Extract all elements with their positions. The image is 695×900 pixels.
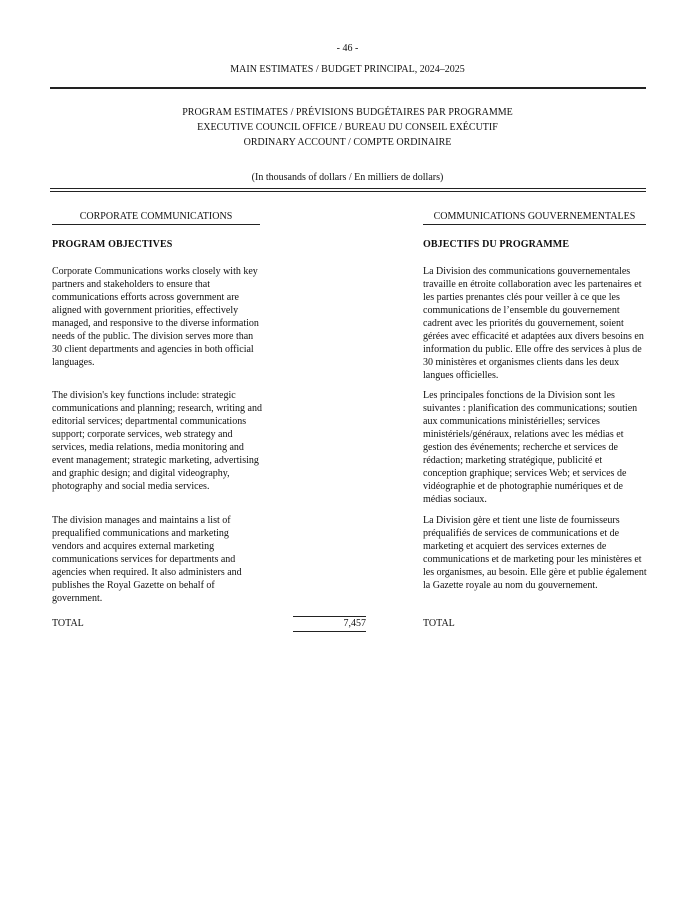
program-estimates-heading: PROGRAM ESTIMATES / PRÉVISIONS BUDGÉTAIRES PAR PROGRAMME	[182, 107, 513, 118]
total-rule-top	[293, 616, 366, 617]
objective-paragraph-en-1: Corporate Communications works closely with key partners and stakeholders to ensure that communications efforts across government are aligned with government priorities, effectively managed, and responsive to the diverse information needs of the public. The division serves more than 30 client departments and agencies in both official languages.	[52, 266, 259, 368]
total-value: 7,457	[343, 618, 366, 629]
objective-paragraph-fr-1: La Division des communications gouvernementales travaille en étroite collaboration avec les partenaires et les parties prenantes clés pour veiller à ce que les communications de l’ensemble du gouvernement cadrent avec les priorités du gouvernement, soient gérées avec efficacité et adaptées aux divers besoins en information du public. Elle offre des services à plus de 30 ministères et organismes clients dans les deux langues officielles.	[423, 266, 644, 381]
objectives-heading-en: PROGRAM OBJECTIVES	[52, 239, 173, 250]
objective-paragraph-fr-3: La Division gère et tient une liste de fournisseurs préqualifiés de services de communications et de marketing et acquiert des services externes de communications et de marketing pour les ministères et les organismes, au besoin. Elle gère et publie également la Gazette royale au nom du gouvernement.	[423, 515, 647, 591]
section-heading-en: CORPORATE COMMUNICATIONS	[79, 211, 233, 222]
section-heading-fr-underline	[423, 224, 646, 225]
department-heading: EXECUTIVE COUNCIL OFFICE / BUREAU DU CONSEIL EXÉCUTIF	[197, 122, 498, 133]
account-heading: ORDINARY ACCOUNT / COMPTE ORDINAIRE	[243, 137, 452, 148]
section-heading-en-underline	[52, 224, 260, 225]
units-rule-top	[50, 188, 646, 189]
objective-paragraph-fr-2: Les principales fonctions de la Division sont les suivantes : planification des communications; soutien aux communications ministérielles; services ministériels/généraux, relations avec les médias et gestion des événements; recherche et services de rédaction; marketing stratégique, publicité et conception graphique; services Web; et services de vidéographie et de photographie numériques et de médias sociaux.	[423, 390, 638, 505]
objective-paragraph-en-3: The division manages and maintains a list of prequalified communications and marketing vendors and acquires external marketing communications services for departments and agencies when required. It also administers and publishes the Royal Gazette on behalf of government.	[52, 515, 242, 604]
document-title: MAIN ESTIMATES / BUDGET PRINCIPAL, 2024–2025	[230, 64, 465, 75]
objectives-heading-fr: OBJECTIFS DU PROGRAMME	[423, 239, 570, 250]
units-rule-bottom	[50, 191, 646, 192]
total-rule-bottom	[293, 631, 366, 632]
total-label-en: TOTAL	[52, 618, 84, 629]
section-heading-fr: COMMUNICATIONS GOUVERNEMENTALES	[433, 211, 636, 222]
units-note: (In thousands of dollars / En milliers de dollars)	[251, 172, 444, 183]
header-rule	[50, 87, 646, 89]
total-label-fr: TOTAL	[423, 618, 455, 629]
objective-paragraph-en-2: The division's key functions include: strategic communications and planning; research, writing and editorial services; departmental communications support; corporate services, web strategy and services, media relations, media monitoring and event management; strategic marketing, advertising and graphic design; and digital videography, photography and social media services.	[52, 390, 262, 492]
page-number: - 46 -	[336, 43, 359, 54]
